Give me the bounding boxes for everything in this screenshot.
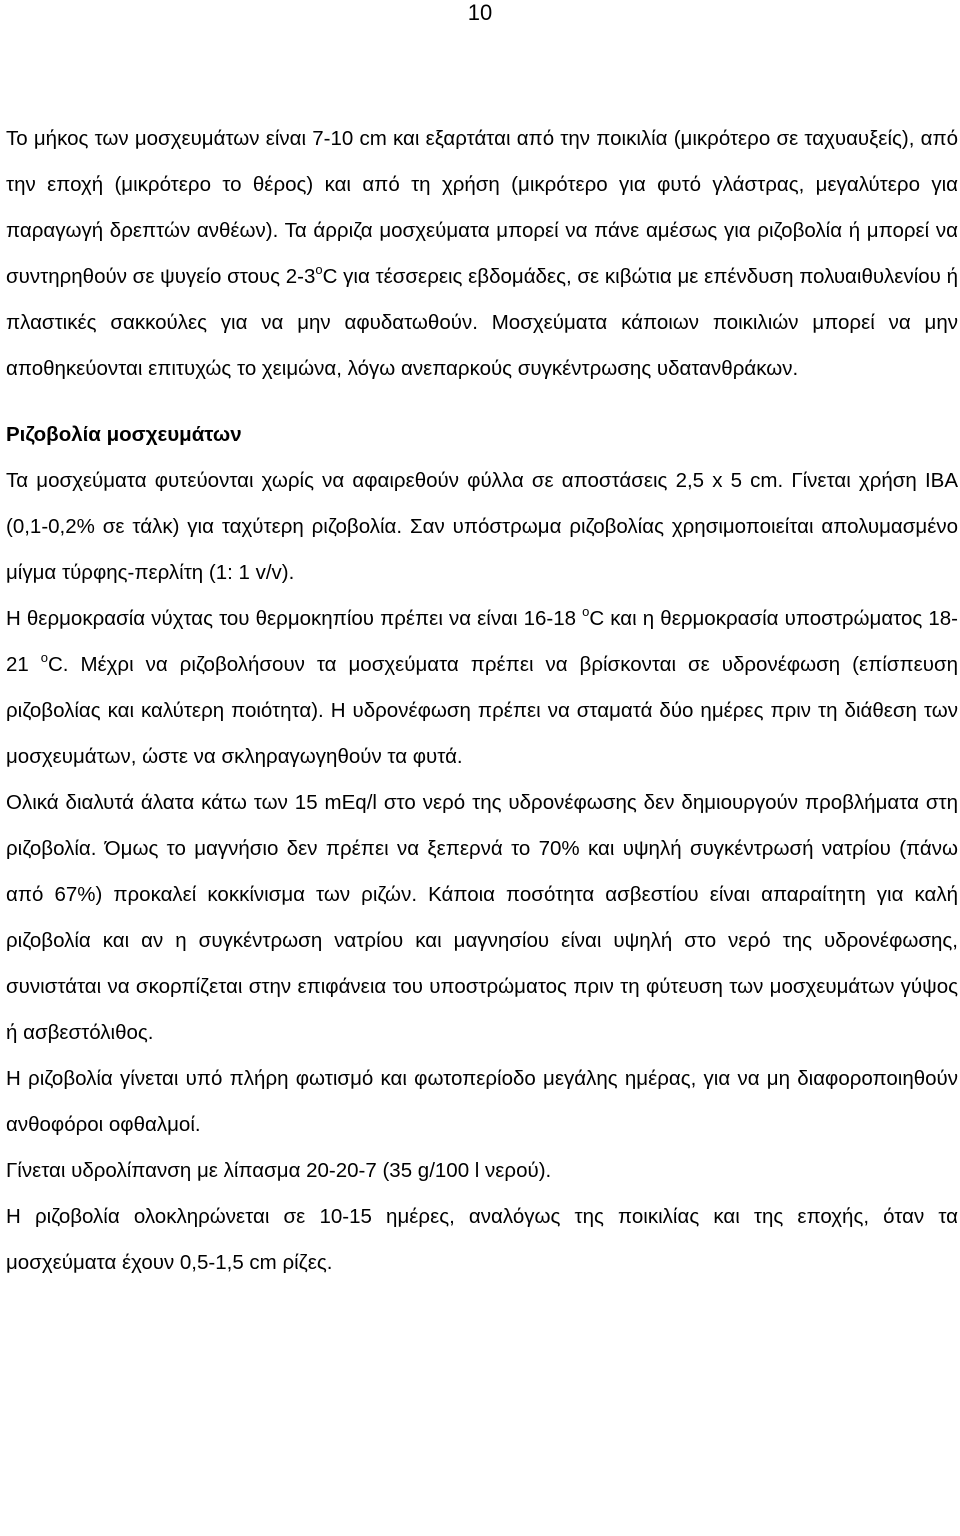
paragraph-salts: Ολικά διαλυτά άλατα κάτω των 15 mEq/l στο νερό της υδρονέφωσης δεν δημιουργούν προβλήματα στη ριζοβολία. Όμως το μαγνήσιο δεν πρέπει να ξεπερνά το 70% και υψηλή συγκέντρωσή νατρίου (πάνω από 67%) προκαλεί κοκκίνισμα των ριζών. Κάποια ποσότητα ασβεστίου είναι απαραίτητη για καλή ριζοβολία και αν η συγκέντρωση νατρίου και μαγνησίου είναι υψηλή στο νερό της υδρονέφωσης, συνιστάται να σκορπίζεται στην επιφάνεια του υποστρώματος πριν τη φύτευση των μοσχευμάτων γύψος ή ασβεστόλιθος. bbox=[6, 791, 958, 1044]
document-body bbox=[6, 116, 958, 1286]
paragraph-cutting-length bbox=[6, 116, 958, 392]
paragraph-text: Η θερμοκρασία νύχτας του θερμοκηπίου πρέπει να είναι 16-18 bbox=[6, 607, 583, 630]
paragraph-temperature bbox=[6, 596, 958, 780]
degree-superscript: ο bbox=[582, 604, 590, 619]
paragraph-text: C για τέσσερεις εβδομάδες, σε κιβώτια με επένδυση πολυαιθυλενίου ή πλαστικές σακκούλες για να μην αφυδατωθούν. Μοσχεύματα κάποιων ποικιλιών μπορεί να μην αποθηκεύονται επιτυχώς το χειμώνα, λόγω ανεπαρκούς συγκέντρωσης υδατανθράκων. bbox=[6, 265, 958, 380]
paragraph-planting: Τα μοσχεύματα φυτεύονται χωρίς να αφαιρεθούν φύλλα σε αποστάσεις 2,5 x 5 cm. Γίνεται χρήση IBA (0,1-0,2% σε τάλκ) για ταχύτερη ριζοβολία. Σαν υπόστρωμα ριζοβολίας χρησιμοποιείται απολυμασμένο μίγμα τύρφης-περλίτη (1: 1 v/v). bbox=[6, 469, 958, 584]
paragraph-lighting: Η ριζοβολία γίνεται υπό πλήρη φωτισμό και φωτοπερίοδο μεγάλης ημέρας, για να μη διαφοροποιηθούν ανθοφόροι οφθαλμοί. bbox=[6, 1067, 958, 1136]
page-number: 10 bbox=[467, 0, 493, 25]
degree-superscript: ο bbox=[40, 650, 48, 665]
paragraph-text: C. Μέχρι να ριζοβολήσουν τα μοσχεύματα πρέπει να βρίσκονται σε υδρονέφωση (επίσπευση ριζοβολίας και καλύτερη ποιότητα). Η υδρονέφωση πρέπει να σταματά δύο ημέρες πριν τη διάθεση των μοσχευμάτων, ώστε να σκληραγωγηθούν τα φυτά. bbox=[6, 653, 959, 768]
paragraph-text: C και η θερμοκρασία υποστρώματος 18-21 bbox=[6, 607, 958, 676]
section-heading: Ριζοβολία μοσχευμάτων bbox=[6, 423, 242, 446]
paragraph-fertilization: Γίνεται υδρολίπανση με λίπασμα 20-20-7 (35 g/100 l νερού). bbox=[6, 1159, 552, 1182]
paragraph-text: Το μήκος των μοσχευμάτων είναι 7-10 cm και εξαρτάται από την ποικιλία (μικρότερο σε ταχυαυξείς), από την εποχή (μικρότερο το θέρος) και από τη χρήση (μικρότερο για φυτό γλάστρας, μεγαλύτερο για παραγωγή δρεπτών ανθέων). Τα άρριζα μοσχεύματα μπορεί να πάνε αμέσως για ριζοβολία ή μπορεί να συντηρηθούν σε ψυγείο στους 2-3 bbox=[6, 127, 958, 288]
degree-superscript: ο bbox=[315, 262, 323, 277]
paragraph-rooting-duration: Η ριζοβολία ολοκληρώνεται σε 10-15 ημέρες, αναλόγως της ποικιλίας και της εποχής, όταν τα μοσχεύματα έχουν 0,5-1,5 cm ρίζες. bbox=[6, 1205, 958, 1274]
